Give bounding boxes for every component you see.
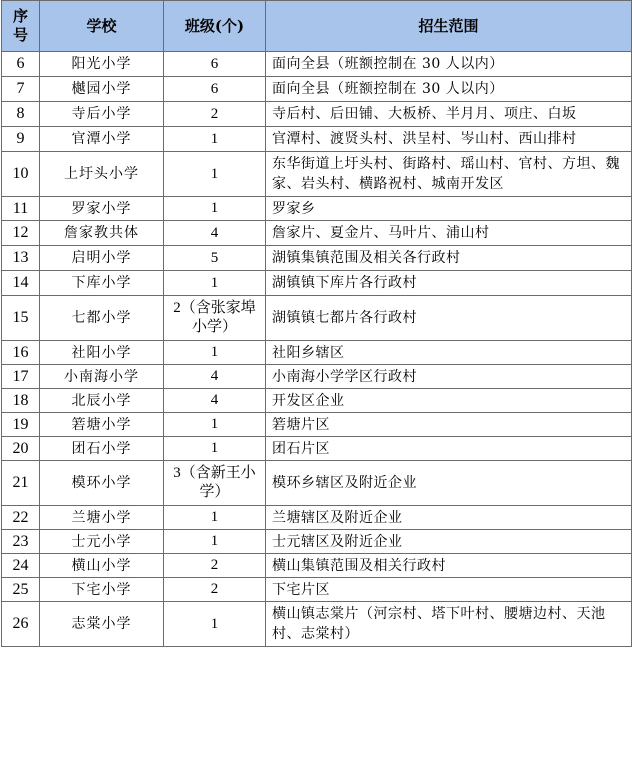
cell-classes: 2: [164, 102, 266, 127]
cell-no: 11: [2, 197, 40, 221]
table-row: [2, 341, 632, 365]
header-row: [2, 1, 632, 52]
table-row: [2, 52, 632, 77]
cell-school: 北辰小学: [40, 389, 164, 413]
cell-no: 7: [2, 77, 40, 102]
cell-school: 下宅小学: [40, 578, 164, 602]
table-row: [2, 102, 632, 127]
cell-classes: 6: [164, 52, 266, 77]
cell-no: 22: [2, 506, 40, 530]
cell-school: 团石小学: [40, 437, 164, 461]
cell-no: 24: [2, 554, 40, 578]
cell-school: 上圩头小学: [40, 152, 164, 197]
cell-scope: 开发区企业: [266, 389, 632, 413]
cell-classes: 6: [164, 77, 266, 102]
table-header: [2, 1, 632, 52]
cell-school: 七都小学: [40, 296, 164, 341]
cell-no: 18: [2, 389, 40, 413]
cell-no: 19: [2, 413, 40, 437]
cell-scope: 面向全县（班额控制在 30 人以内）: [266, 52, 632, 77]
cell-scope: 团石片区: [266, 437, 632, 461]
cell-classes-text: 2（含张家埠小学）: [173, 300, 256, 335]
cell-scope: 小南海小学学区行政村: [266, 365, 632, 389]
cell-school: 启明小学: [40, 246, 164, 271]
table-row: [2, 506, 632, 530]
cell-classes: [164, 296, 266, 341]
cell-classes: 4: [164, 221, 266, 246]
cell-scope: 下宅片区: [266, 578, 632, 602]
cell-scope: 士元辖区及附近企业: [266, 530, 632, 554]
cell-no: 23: [2, 530, 40, 554]
cell-classes: 1: [164, 152, 266, 197]
cell-scope: 面向全县（班额控制在 30 人以内）: [266, 77, 632, 102]
table-row: [2, 271, 632, 296]
table-row: [2, 197, 632, 221]
cell-no: 13: [2, 246, 40, 271]
cell-classes: 1: [164, 413, 266, 437]
cell-scope: 社阳乡辖区: [266, 341, 632, 365]
cell-school: 下库小学: [40, 271, 164, 296]
table-row: [2, 246, 632, 271]
cell-school: 兰塘小学: [40, 506, 164, 530]
table-row: [2, 461, 632, 506]
cell-classes: 5: [164, 246, 266, 271]
cell-school: 小南海小学: [40, 365, 164, 389]
table-row: [2, 437, 632, 461]
cell-scope: 官潭村、渡贤头村、洪呈村、岑山村、西山排村: [266, 127, 632, 152]
cell-scope: 兰塘辖区及附近企业: [266, 506, 632, 530]
cell-no: 10: [2, 152, 40, 197]
cell-classes: 1: [164, 437, 266, 461]
cell-scope: 湖镇镇七都片各行政村: [266, 296, 632, 341]
cell-scope: 罗家乡: [266, 197, 632, 221]
cell-no: 25: [2, 578, 40, 602]
cell-classes: 4: [164, 365, 266, 389]
header-scope: 招生范围: [266, 1, 632, 52]
cell-scope: 湖镇镇下库片各行政村: [266, 271, 632, 296]
cell-no: 21: [2, 461, 40, 506]
cell-classes: 1: [164, 127, 266, 152]
table-row: [2, 127, 632, 152]
enrollment-table: [1, 0, 632, 647]
table-row: [2, 602, 632, 647]
cell-no: 14: [2, 271, 40, 296]
cell-scope: 横山集镇范围及相关行政村: [266, 554, 632, 578]
cell-scope: 寺后村、后田铺、大板桥、半月月、项庄、白坂: [266, 102, 632, 127]
cell-no: 8: [2, 102, 40, 127]
table-row: [2, 221, 632, 246]
cell-no: 12: [2, 221, 40, 246]
cell-no: 6: [2, 52, 40, 77]
cell-scope: 湖镇集镇范围及相关各行政村: [266, 246, 632, 271]
cell-classes: 2: [164, 554, 266, 578]
table-row: [2, 413, 632, 437]
cell-school: 罗家小学: [40, 197, 164, 221]
table-body: [2, 52, 632, 647]
header-no-text: 序号: [12, 7, 28, 44]
header-no: [2, 1, 40, 52]
cell-classes: 1: [164, 341, 266, 365]
cell-school: 士元小学: [40, 530, 164, 554]
cell-school: 官潭小学: [40, 127, 164, 152]
cell-classes: 1: [164, 530, 266, 554]
table-row: [2, 77, 632, 102]
cell-classes: 4: [164, 389, 266, 413]
cell-school: 箬塘小学: [40, 413, 164, 437]
cell-school: 志棠小学: [40, 602, 164, 647]
cell-school: 阳光小学: [40, 52, 164, 77]
cell-classes: 1: [164, 506, 266, 530]
cell-no: 26: [2, 602, 40, 647]
table-row: [2, 554, 632, 578]
table-row: [2, 296, 632, 341]
cell-scope: 詹家片、夏金片、马叶片、浦山村: [266, 221, 632, 246]
cell-no: 16: [2, 341, 40, 365]
cell-no: 20: [2, 437, 40, 461]
cell-no: 9: [2, 127, 40, 152]
cell-classes: 1: [164, 602, 266, 647]
header-classes: 班级(个): [164, 1, 266, 52]
cell-no: 17: [2, 365, 40, 389]
table-row: [2, 530, 632, 554]
cell-school: 樾园小学: [40, 77, 164, 102]
cell-scope: 模环乡辖区及附近企业: [266, 461, 632, 506]
cell-classes: [164, 461, 266, 506]
table-row: [2, 389, 632, 413]
table-row: [2, 365, 632, 389]
cell-classes: 1: [164, 271, 266, 296]
cell-school: 横山小学: [40, 554, 164, 578]
cell-school: 模环小学: [40, 461, 164, 506]
cell-classes: 1: [164, 197, 266, 221]
header-school: 学校: [40, 1, 164, 52]
cell-scope: 箬塘片区: [266, 413, 632, 437]
cell-school: 詹家教共体: [40, 221, 164, 246]
cell-school: 社阳小学: [40, 341, 164, 365]
cell-school: 寺后小学: [40, 102, 164, 127]
table-row: [2, 152, 632, 197]
cell-classes-text: 3（含新王小学）: [173, 465, 256, 500]
cell-no: 15: [2, 296, 40, 341]
cell-scope: 横山镇志棠片（河宗村、塔下叶村、腰塘边村、天池村、志棠村）: [266, 602, 632, 647]
cell-scope: 东华街道上圩头村、街路村、瑶山村、官村、方坦、魏家、岩头村、横路祝村、城南开发区: [266, 152, 632, 197]
cell-classes: 2: [164, 578, 266, 602]
table-row: [2, 578, 632, 602]
